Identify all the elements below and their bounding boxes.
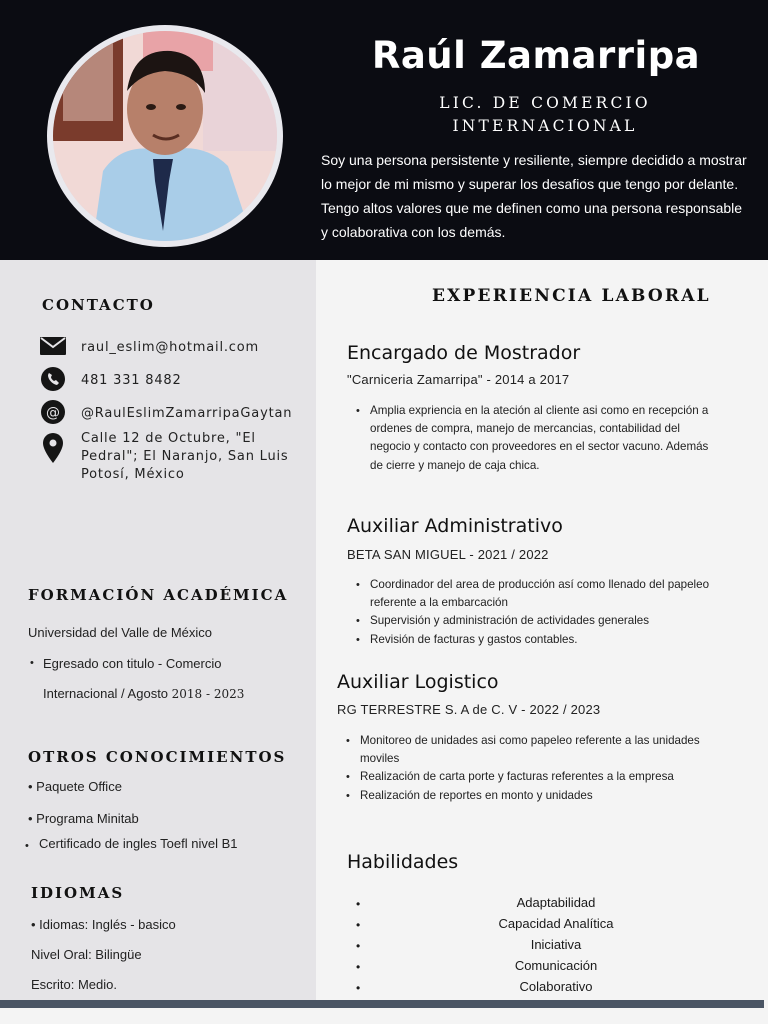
education-degree-years: 2018 - 2023	[171, 687, 245, 701]
profession-title-line1: LIC. DE COMERCIO	[439, 94, 651, 112]
skill-item: • Capacidad Analítica	[356, 916, 756, 937]
skills-heading: Habilidades	[347, 851, 459, 873]
education-degree-program: Internacional / Agosto	[43, 686, 172, 701]
knowledge-item: • Programa Minitab	[28, 811, 139, 826]
job-title: Auxiliar Administrativo	[347, 515, 563, 537]
footer-bar	[0, 1000, 764, 1008]
location-pin-icon	[40, 430, 66, 466]
candidate-name: Raúl Zamarripa	[371, 34, 701, 77]
contact-address-line2: Pedral"; El Naranjo, San Luis	[81, 449, 289, 464]
contact-address-row	[40, 430, 289, 484]
job-bullets	[338, 732, 708, 805]
knowledge-item-row	[25, 836, 238, 851]
contact-phone-row	[40, 366, 182, 392]
contact-social: @RaulEslimZamarripaGaytan	[81, 406, 293, 421]
envelope-icon	[40, 333, 66, 359]
education-heading: FORMACIÓN ACADÉMICA	[28, 586, 289, 604]
languages-heading: IDIOMAS	[31, 884, 125, 902]
job-title: Encargado de Mostrador	[347, 342, 581, 364]
skill-item: • Adaptabilidad	[356, 895, 756, 916]
contact-address-line1: Calle 12 de Octubre, "El	[81, 431, 256, 446]
job-meta: BETA SAN MIGUEL - 2021 / 2022	[347, 547, 549, 562]
svg-text:@: @	[46, 405, 60, 421]
bullet-dot: •	[30, 657, 34, 669]
job-bullet: • Monitoreo de unidades asi como papeleo referente a las unidades moviles	[338, 732, 708, 768]
education-degree-text: Egresado con titulo - Comercio	[43, 656, 222, 671]
skill-item: • Iniciativa	[356, 937, 756, 958]
job-title: Auxiliar Logistico	[337, 671, 499, 693]
phone-icon	[40, 366, 66, 392]
experience-heading: EXPERIENCIA LABORAL	[432, 286, 711, 306]
job-bullet: • Amplia expriencia en la ateción al cliente asi como en recepción a ordenes de compra, manejo de mercancias, contabilidad del negocio y contacto con proveedores en el sector vacuno. Además de cierre y manejo de caja chica.	[348, 402, 710, 475]
job-bullet: • Revisión de facturas y gastos contables.	[348, 631, 718, 649]
contact-phone: 481 331 8482	[81, 373, 182, 388]
job-meta: "Carniceria Zamarripa" - 2014 a 2017	[347, 372, 570, 387]
contact-heading: CONTACTO	[42, 296, 155, 314]
bullet-dot: •	[25, 840, 29, 852]
skills-list	[356, 895, 756, 1000]
language-item: Escrito: Medio.	[31, 977, 117, 992]
job-bullets	[348, 576, 718, 649]
contact-address-line3: Potosí, México	[81, 467, 185, 482]
header-step	[0, 246, 316, 260]
contact-email-row	[40, 333, 259, 359]
knowledge-heading: OTROS CONOCIMIENTOS	[28, 748, 287, 766]
job-bullet: • Supervisión y administración de actividades generales	[348, 612, 718, 630]
job-bullet: • Realización de carta porte y facturas referentes a la empresa	[338, 768, 708, 786]
profession-title	[400, 92, 690, 138]
skill-item: • Colaborativo	[356, 979, 756, 1000]
language-item: Nivel Oral: Bilingüe	[31, 947, 142, 962]
knowledge-item: • Paquete Office	[28, 779, 122, 794]
education-degree-line2	[43, 686, 244, 701]
job-bullets	[348, 402, 710, 475]
job-bullet: • Realización de reportes en monto y unidades	[338, 787, 708, 805]
contact-address	[81, 430, 289, 484]
at-icon	[40, 399, 66, 425]
profession-title-line2: INTERNACIONAL	[452, 117, 638, 135]
education-degree-line1	[28, 656, 221, 671]
language-item: • Idiomas: Inglés - basico	[31, 917, 176, 932]
footer-bottom	[0, 1008, 768, 1024]
education-school: Universidad del Valle de México	[28, 625, 213, 640]
contact-social-row	[40, 399, 292, 425]
knowledge-item: Certificado de ingles Toefl nivel B1	[39, 836, 238, 851]
contact-email: raul_eslim@hotmail.com	[81, 340, 259, 355]
profile-photo-illustration	[53, 31, 277, 241]
skill-item: • Comunicación	[356, 958, 756, 979]
job-meta: RG TERRESTRE S. A de C. V - 2022 / 2023	[337, 702, 601, 717]
profile-summary: Soy una persona persistente y resiliente, siempre decidido a mostrar lo mejor de mi mismo y superar los desafios que tengo por delante. Tengo altos valores que me definen como una persona responsable y colaborativa con los demás.	[321, 152, 747, 240]
job-bullet: • Coordinador del area de producción así como llenado del papeleo referente a la embarcación	[348, 576, 718, 612]
profile-photo	[47, 25, 283, 247]
